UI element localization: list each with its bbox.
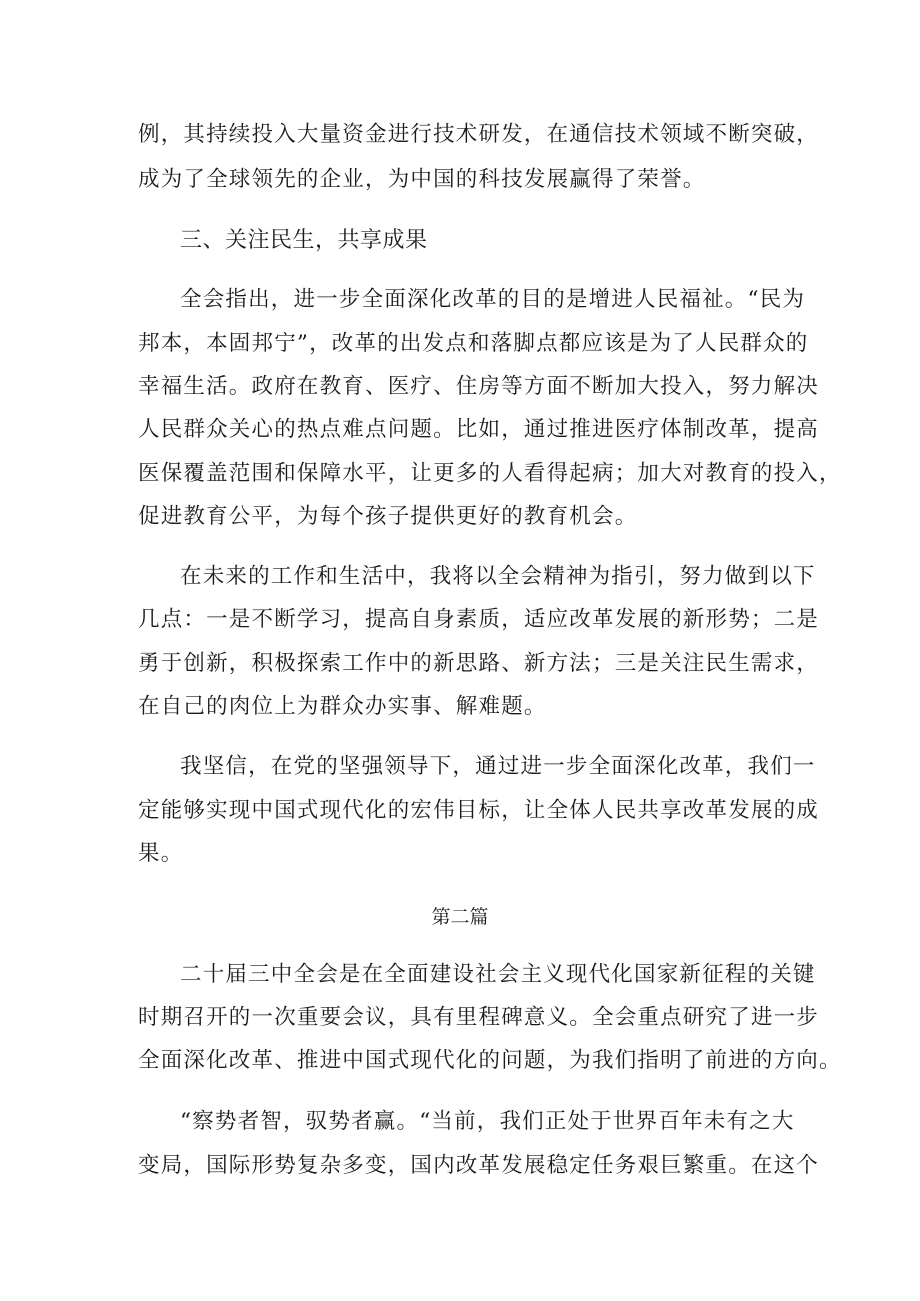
text-line: 在自己的肉位上为群众办实事、解难题。 — [138, 694, 547, 719]
text-line: 定能够实现中国式现代化的宏伟目标，让全体人民共享改革发展的成 — [138, 798, 820, 823]
text-line: 人民群众关心的热点难点问题。比如，通过推进医疗体制改革，提高 — [138, 417, 820, 442]
text-line: 邦本，本固邦宁”，改革的出发点和落脚点都应该是为了人民群众的 — [138, 331, 809, 356]
text-line: 变局，国际形势复杂多变，国内改革发展稳定任务艰巨繁重。在这个 — [138, 1153, 820, 1178]
text-line: 在未来的工作和生活中，我将以全会精神为指引，努力做到以下 — [180, 564, 816, 589]
text-line: 例，其持续投入大量资金进行技术研发，在通信技术领域不断突破， — [138, 122, 820, 147]
text-line: “察势者智，驭势者赢。“当前，我们正处于世界百年未有之大 — [180, 1109, 795, 1134]
text-line: 全面深化改革、推进中国式现代化的问题，为我们指明了前进的方向。 — [138, 1048, 842, 1073]
text-line: 我坚信，在党的坚强领导下，通过进一步全面深化改革，我们一 — [180, 754, 816, 779]
section-heading: 三、关注民生，共享成果 — [180, 228, 428, 253]
text-line: 勇于创新，积极探索工作中的新思路、新方法；三是关注民生需求， — [138, 651, 820, 676]
text-line: 医保覆盖范围和保障水平，让更多的人看得起病；加大对教育的投入， — [138, 461, 842, 486]
text-line: 几点：一是不断学习，提高自身素质，适应改革发展的新形势；二是 — [138, 607, 820, 632]
text-line: 果。 — [138, 841, 184, 866]
text-line: 成为了全球领先的企业，为中国的科技发展赢得了荣誉。 — [138, 167, 706, 192]
text-line: 二十届三中全会是在全面建设社会主义现代化国家新征程的关键 — [180, 962, 816, 987]
text-line: 时期召开的一次重要会议，具有里程碑意义。全会重点研究了进一步 — [138, 1005, 820, 1030]
text-line: 全会指出，进一步全面深化改革的目的是增进人民福祉。“民为 — [180, 287, 806, 312]
part-title: 第二篇 — [431, 906, 489, 928]
text-line: 促进教育公平，为每个孩子提供更好的教育机会。 — [138, 504, 638, 529]
text-line: 幸福生活。政府在教育、医疗、住房等方面不断加大投入，努力解决 — [138, 374, 820, 399]
